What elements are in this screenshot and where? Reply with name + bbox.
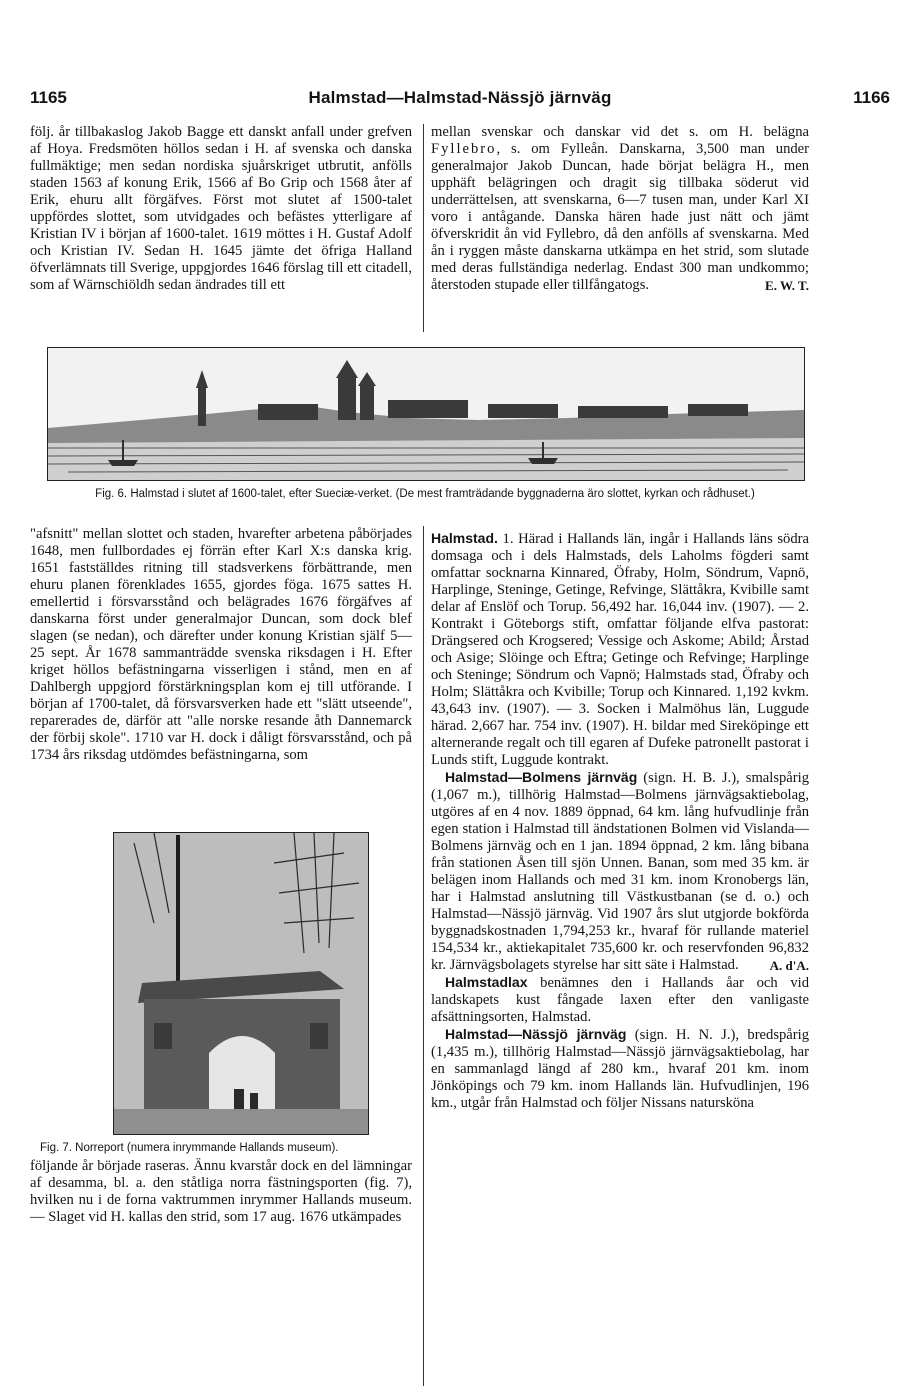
left-column-top (30, 124, 412, 294)
figure-6-engraving (47, 347, 805, 481)
column-divider (423, 124, 424, 332)
paragraph: mellan svenskar och danskar vid det s. om H. belägna Fyllebro, s. om Fylleån. Danskarna, 3,500 man under generalmajor Jakob Duncan, hade börjat belägra H., men upphäft belägringen och dragit sig tillbaka söderut vid underrättelsen, att svenskarna, 6—7 tusen man, under Karl XI voro i antågande. Danska hären hade just nätt och jämt öfverskridit ån vid Fyllebro, då den anfölls af svenskarna. Med ån i ryggen måste danskarna utkämpa en het strid, som slutade med deras fullständiga nederlag. Endast 300 man undkommo; återstoden stupade eller tillfångatogs. E. W. T. (431, 124, 809, 293)
entry-halmstadlax: Halmstadlax benämnes den i Hallands åar och vid landskapets kust fångade laxen efter den vanligaste afsättningsorten, Halmstad. (431, 974, 809, 1025)
left-column-middle (30, 526, 412, 764)
left-column-bottom (30, 1158, 412, 1226)
figure-7-caption: Fig. 7. Norreport (numera inrymmande Hallands museum). (40, 1142, 339, 1154)
entry-headword: Halmstad. (431, 530, 498, 546)
entry-headword: Halmstadlax (445, 974, 528, 990)
right-column-entries (431, 530, 809, 1112)
running-header (30, 86, 890, 110)
place-name: Fyllebro (431, 141, 497, 157)
entry-headword: Halmstad—Bolmens järnväg (445, 769, 638, 785)
signature: E. W. T. (765, 278, 809, 293)
paragraph: följ. år tillbakaslog Jakob Bagge ett danskt anfall under grefven af Hoya. Fredsmöten höllos sedan i H. af svenska och danska fullmäktige; men sedan nordiska sjuårskriget utbrutit, anfölls staden 1563 af konung Erik, 1566 af Bo Grip och 1568 åter af Erik, ehuru allt förgäfves. Först mot slutet af 1500-talet uppfördes slottet, som utvidgades och befästes ytterligare af Kristian IV i början af 1600-talet. 1619 möttes i H. Gustaf Adolf och Kristian IV. Sedan H. 1645 jämte det öfriga Halland öfverlämnats till Sverige, uppgjordes 1646 förslag till ett citadell, som af Wärnschiöldh sedan ändrades till ett (30, 124, 412, 293)
entry-headword: Halmstad—Nässjö järnväg (445, 1026, 627, 1042)
page-number-right: 1166 (853, 88, 890, 107)
entry-halmstad-nassjo-jarnvag: Halmstad—Nässjö järnväg (sign. H. N. J.), bredspårig (1,435 m.), tillhörig Halmstad—Nässjö järnvägsaktiebolag, har en sammanlagd längd af 280 km., hvaraf 201 km. inom Jönköpings och 79 km. inom Hallands län. Hufvudlinjen, 196 km., utgår från Halmstad och följer Nissans natursköna (431, 1026, 809, 1111)
paragraph: "afsnitt" mellan slottet och staden, hvarefter arbetena påbörjades 1648, men fullbordades ej förrän efter Karl X:s danska krig. 1651 fastställdes ritning till stadsverkens förbättrande, men ehuru planen förenklades 1655, gjordes föga. 1675 sattes H. emellertid i försvarsstånd och belägrades 1676 förgäfves af danskarna först under generalmajor Duncan, som dock blef slagen (se nedan), och därefter under konung Kristian själf 5—25 sept. År 1678 sammanträdde svenska riksdagen i H. Efter kriget höllos befästningarna visserligen i stånd, men en af Dahlbergh uppgjord förstärkningsplan kom ej till utförande. I början af 1700-talet, då försvarsverken hade ett "slätt utseende", reparerades de, därför att "alle norske resande åth Dannemarck der förbij skole". 1710 var H. dock i dåligt försvarsstånd, och på 1734 års riksdag utdömdes befästningarna, som (30, 526, 412, 763)
page-number-left: 1165 (30, 88, 67, 107)
halmstad-panorama-image (48, 348, 804, 480)
norreport-gate-image (114, 833, 368, 1134)
right-column-top (431, 124, 809, 294)
figure-6-caption: Fig. 6. Halmstad i slutet af 1600-talet, efter Sueciæ-verket. (De mest framträdande byggnaderna äro slottet, kyrkan och rådhuset.) (95, 488, 755, 500)
paragraph: följande år började raseras. Ännu kvarstår dock en del lämningar af desamma, bl. a. den ståtliga norra fästningsporten (fig. 7), hvilken nu i de forna vaktrummen inrymmer Hallands museum. — Slaget vid H. kallas den strid, som 17 aug. 1676 utkämpades (30, 1158, 412, 1225)
column-divider-lower (423, 526, 424, 1386)
running-title: Halmstad—Halmstad-Nässjö järnväg (308, 88, 612, 107)
entry-halmstad: Halmstad. 1. Härad i Hallands län, ingår i Hallands läns södra domsaga och i dels Halmstads, dels Laholms fögderi samt omfattar socknarna Kinnared, Öfraby, Holm, Söndrum, Vapnö, Harplinge, Steninge, Getinge, Refvinge, Slättåkra, Kvibille samt delar af Enslöf och Torup. 56,492 har. 16,044 inv. (1907). — 2. Kontrakt i Göteborgs stift, omfattar följande elfva pastorat: Drängsered och Krogsered; Vessige och Askome; Abild; Årstad och Asige; Slöinge och Eftra; Getinge och Refvinge; Harplinge och Steninge; Söndrum och Vapnö; Halmstads stad, Öfraby och Holm; Slättåkra och Kvibille; Torup och Kinnared. 1,192 kvkm. 43,643 inv. (1907). — 3. Socken i Malmöhus län, Luggude härad. 2,667 har. 754 inv. (1907). H. bildar med Sireköpinge ett alternerande regalt och till egaren af Dufeke patronellt pastorat i Lunds stift, Luggude kontrakt. (431, 530, 809, 768)
figure-7-photo (113, 832, 369, 1135)
entry-halmstad-bolmens-jarnvag: Halmstad—Bolmens järnväg (sign. H. B. J.), smalspårig (1,067 m.), tillhörig Halmstad—Bolmens järnvägsaktiebolag, utgöres af en 4 nov. 1889 öppnad, 64 km. lång hufvudlinje från egen station i Halmstad till ändstationen Bolmen vid Vislanda—Bolmens järnväg och en 1 jan. 1894 öppnad, 2 km. lång bibana från stationen Åsen till sjön Unnen. Banan, som med 35 km. är belägen inom Hallands och med 31 km. inom Kronobergs län, har i Halmstad anslutning till Västkustbanan (se d. o.) och Halmstad—Nässjö järnväg. Vid 1907 års slut utgjorde bokförda byggnadskostnaden 1,794,253 kr., hvaraf för rullande materiel 154,534 kr., aktiekapitalet 735,600 kr. och reservfonden 96,832 kr. Järnvägsbolagets styrelse har sitt säte i Halmstad. A. d'A. (431, 769, 809, 973)
signature: A. d'A. (769, 958, 809, 973)
